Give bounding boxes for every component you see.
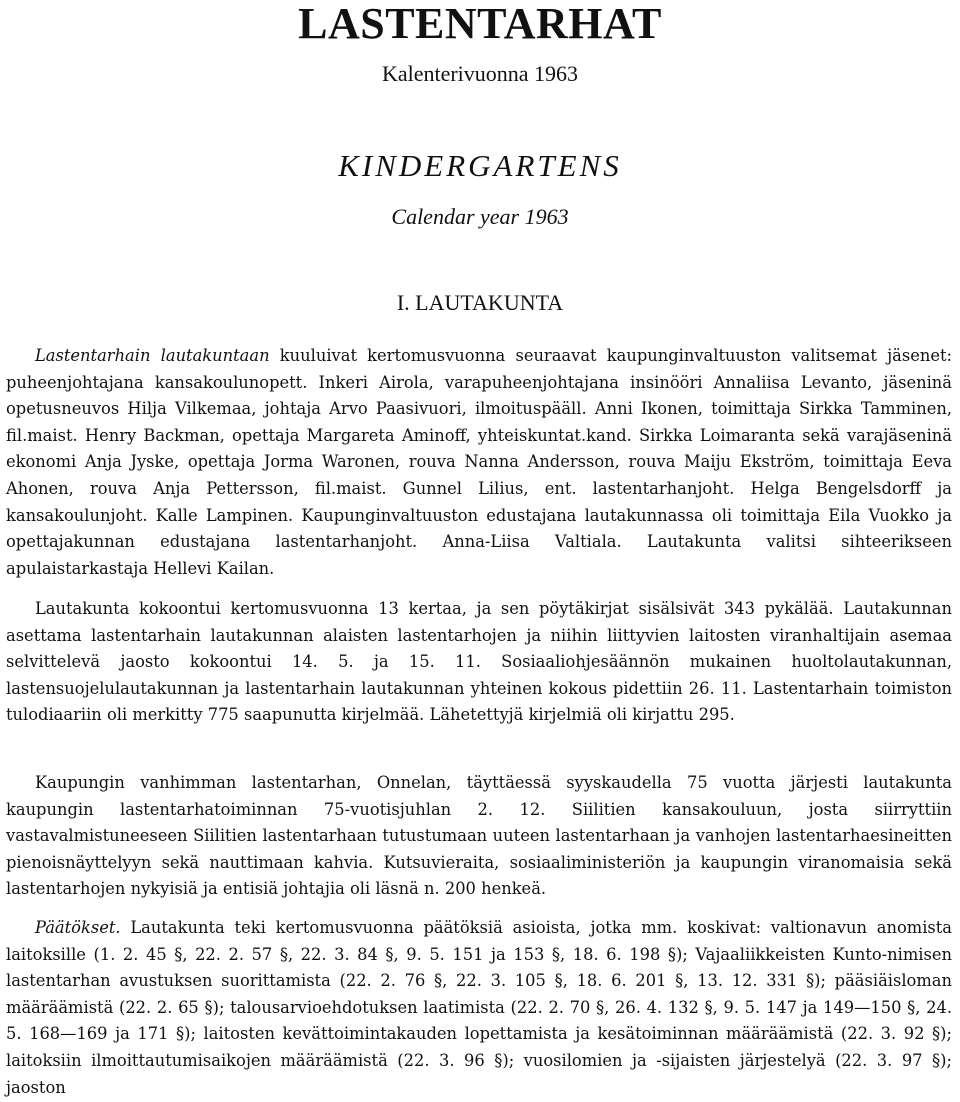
- paragraph-meetings: [6, 596, 952, 729]
- paragraph-decisions: [6, 915, 952, 1101]
- subtitle-english: Calendar year 1963: [391, 204, 569, 229]
- paragraph-text: kuuluivat kertomusvuonna seuraavat kaupunginvaltuuston valitsemat jäsenet: puheenjohtajana kansakoulunopett. Inkeri Airola, varapuheenjohtajana insinööri Annaliisa Levanto, jäseninä opetusneuvos Hilja Vilkemaa, johtaja Arvo Paasivuori, ilmoituspääll. Anni Ikonen, toimittaja Sirkka Tamminen, fil.maist. Henry Backman, opettaja Margareta Aminoff, yhteiskuntat.kand. Sirkka Loimaranta sekä varajäseninä ekonomi Anja Jyske, opettaja Jorma Waronen, rouva Nanna Andersson, rouva Maiju Ekström, toimittaja Eeva Ahonen, rouva Anja Pettersson, fil.maist. Gunnel Lilius, ent. lastentarhanjoht. Helga Bengelsdorff ja kansakoulunjoht. Kalle Lampinen. Kaupunginvaltuuston edustajana lautakunnassa oli toimittaja Eila Vuokko ja opettajakunnan edustajana lastentarhanjoht. Anna-Liisa Valtiala. Lautakunta valitsi sihteerikseen apulaistarkastaja Hellevi Kailan.: [6, 346, 952, 578]
- section-heading: I. LAUTAKUNTA: [396, 290, 564, 315]
- paragraph-board-members: [6, 343, 952, 582]
- paragraph-text: Lautakunta kokoontui kertomusvuonna 13 kertaa, ja sen pöytäkirjat sisälsivät 343 pykälää. Lautakunnan asettama lastentarhain lautakunnan alaisten lastentarhojen ja niihin liittyvien laitosten viranhaltijain asemaa selvittelevä jaosto kokoontui 14. 5. ja 15. 11. Sosiaaliohjesäännön mukainen huoltolautakunnan, lastensuojelulautakunnan ja lastentarhain lautakunnan yhteinen kokous pidettiin 26. 11. Lastentarhain toimiston tulodiaariin oli merkitty 775 saapunutta kirjelmää. Lähetettyjä kirjelmiä oli kirjattu 295.: [6, 599, 952, 725]
- paragraph-lead-italic: Päätökset.: [35, 918, 121, 937]
- page-title: LASTENTARHAT: [298, 0, 662, 48]
- paragraph-anniversary: [6, 770, 952, 903]
- title-english: KINDERGARTENS: [338, 148, 622, 183]
- paragraph-lead-italic: Lastentarhain lautakuntaan: [35, 346, 270, 365]
- paragraph-text: Lautakunta teki kertomusvuonna päätöksiä asioista, jotka mm. koskivat: valtionavun anomista laitoksille (1. 2. 45 §, 22. 2. 57 §, 22. 3. 84 §, 9. 5. 151 ja 153 §, 18. 6. 198 §); Vajaaliikkeisten Kunto-nimisen lastentarhan avustuksen suorittamista (22. 2. 76 §, 22. 3. 105 §, 18. 6. 201 §, 13. 12. 331 §); pääsiäisloman määräämistä (22. 2. 65 §); talousarvioehdotuksen laatimista (22. 2. 70 §, 26. 4. 132 §, 9. 5. 147 ja 149—150 §, 24. 5. 168—169 ja 171 §); laitosten kevättoimintakauden lopettamista ja kesätoiminnan määräämistä (22. 3. 92 §); laitoksiin ilmoittautumisaikojen määräämistä (22. 3. 96 §); vuosilomien ja -sijaisten järjestelyä (22. 3. 97 §); jaoston: [6, 918, 952, 1097]
- subtitle-finnish: Kalenterivuonna 1963: [381, 61, 579, 86]
- paragraph-text: Kaupungin vanhimman lastentarhan, Onnelan, täyttäessä syyskaudella 75 vuotta järjesti lautakunta kaupungin lastentarhatoiminnan 75-vuotisjuhlan 2. 12. Siilitien kansakouluun, josta siirryttiin vastavalmistuneeseen Siilitien lastentarhaan tutustumaan uuteen lastentarhaan ja vanhojen lastentarhaesineitten pienoisnäyttelyyn sekä nauttimaan kahvia. Kutsuvieraita, sosiaaliministeriön ja kaupungin viranomaisia sekä lastentarhojen nykyisiä ja entisiä johtajia oli läsnä n. 200 henkeä.: [6, 773, 952, 899]
